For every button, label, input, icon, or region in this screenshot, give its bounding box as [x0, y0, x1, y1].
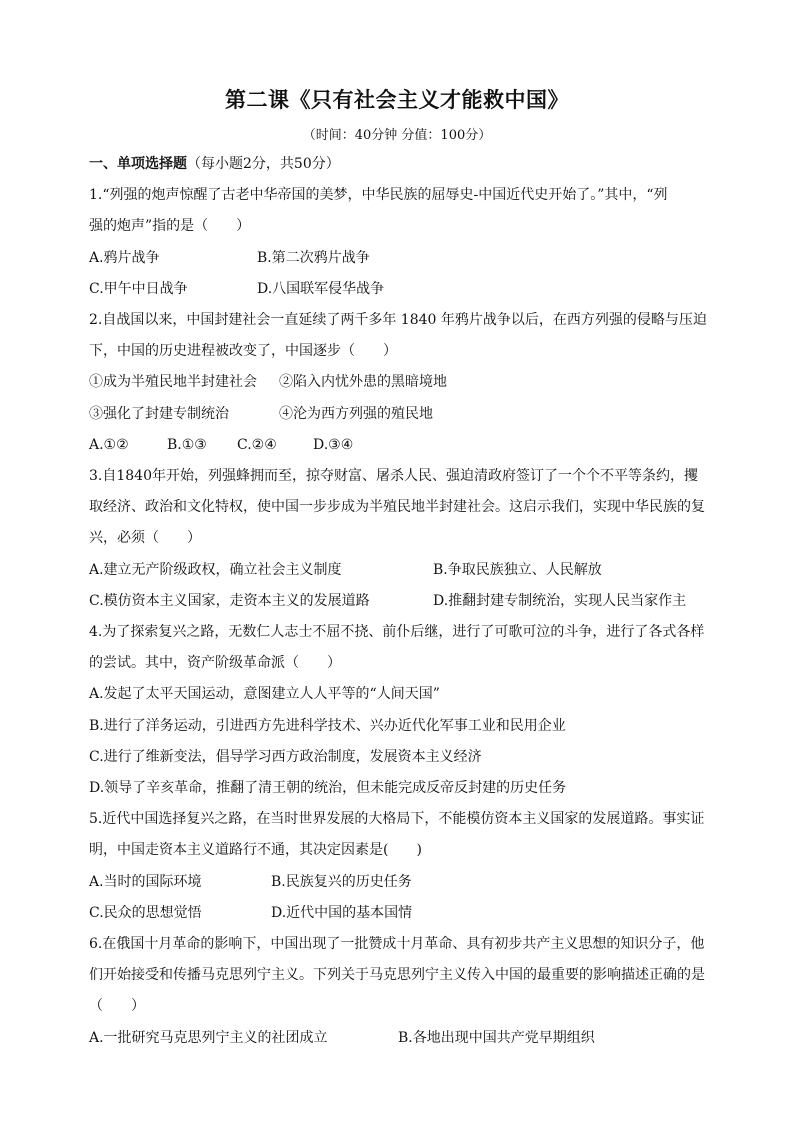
- question-2-item-3: ③强化了封建专制统治: [89, 406, 229, 422]
- question-5-stem-line-2: 明，中国走资本主义道路行不通，其决定因素是( ): [89, 842, 422, 858]
- question-1-option-d: D.八国联军侵华战争: [257, 281, 385, 297]
- question-3-option-b: B.争取民族独立、人民解放: [433, 562, 602, 578]
- question-5-option-c: C.民众的思想觉悟: [89, 905, 202, 921]
- question-1-option-c: C.甲午中日战争: [89, 281, 188, 297]
- section-heading: [89, 154, 340, 174]
- question-1-stem-line-1: 1.“列强的炮声惊醒了古老中华帝国的美梦，中华民族的屈辱史-中国近代史开始了。”其中，“列: [89, 187, 668, 203]
- question-5-option-b: B.民族复兴的历史任务: [271, 874, 412, 890]
- question-2-option-b: B.①③: [167, 437, 207, 453]
- question-6-stem-line-1: 6.在俄国十月革命的影响下，中国出现了一批赞成十月革命、具有初步共产主义思想的知识分子，他: [89, 936, 705, 952]
- question-6-option-b: B.各地出现中国共产党早期组织: [398, 1030, 595, 1046]
- question-6-stem-line-2: 们开始接受和传播马克思列宁主义。下列关于马克思列宁主义传入中国的最重要的影响描述正确的是: [89, 967, 705, 983]
- question-4-option-b: B.进行了洋务运动，引进西方先进科学技术、兴办近代化军事工业和民用企业: [89, 718, 566, 734]
- question-4-stem-line-2: 的尝试。其中，资产阶级革命派（ ）: [89, 655, 341, 671]
- question-4-option-a: A.发起了太平天国运动，意图建立人人平等的“人间天国”: [89, 686, 440, 702]
- exam-meta: （时间：40分钟 分值：100分）: [302, 128, 492, 143]
- question-4-option-c: C.进行了维新变法，倡导学习西方政治制度，发展资本主义经济: [89, 749, 482, 765]
- question-6-option-a: A.一批研究马克思列宁主义的社团成立: [89, 1030, 328, 1046]
- question-3-option-d: D.推翻封建专制统治，实现人民当家作主: [433, 593, 687, 609]
- page-title: 第二课《只有社会主义才能救中国》: [225, 88, 569, 112]
- question-2-item-1: ①成为半殖民地半封建社会: [89, 374, 257, 390]
- question-2-option-a: A.①②: [89, 437, 129, 453]
- question-2-option-c: C.②④: [237, 437, 277, 453]
- question-3-stem-line-3: 兴，必须（ ）: [89, 530, 201, 546]
- section-note: （每小题2分，共50分）: [187, 156, 340, 172]
- question-2-stem-line-2: 下，中国的历史进程被改变了，中国逐步（ ）: [89, 343, 397, 359]
- question-3-option-a: A.建立无产阶级政权，确立社会主义制度: [89, 562, 342, 578]
- question-5-stem-line-1: 5.近代中国选择复兴之路，在当时世界发展的大格局下，不能模仿资本主义国家的发展道路。事实证: [89, 811, 705, 827]
- question-2-stem-line-1: 2.自战国以来，中国封建社会一直延续了两千多年 1840 年鸦片战争以后，在西方列强的侵略与压迫: [89, 312, 707, 328]
- question-1-stem-line-2: 强的炮声”指的是（ ）: [89, 218, 251, 234]
- question-1-option-b: B.第二次鸦片战争: [257, 250, 370, 266]
- question-2-item-4: ④沦为西方列强的殖民地: [279, 406, 433, 422]
- question-3-option-c: C.模仿资本主义国家，走资本主义的发展道路: [89, 593, 370, 609]
- question-2-item-2: ②陷入内忧外患的黑暗境地: [279, 374, 447, 390]
- question-5-option-a: A.当时的国际环境: [89, 874, 202, 890]
- question-4-stem-line-1: 4.为了探索复兴之路，无数仁人志士不屈不挠、前仆后继，进行了可歌可泣的斗争，进行了各式各样: [89, 624, 705, 640]
- question-2-option-d: D.③④: [313, 437, 354, 453]
- question-3-stem-line-1: 3.自1840年开始，列强蜂拥而至，掠夺财富、屠杀人民、强迫清政府签订了一个个不平等条约，攫: [89, 468, 698, 484]
- question-3-stem-line-2: 取经济、政治和文化特权，使中国一步步成为半殖民地半封建社会。这启示我们，实现中华民族的复: [89, 499, 705, 515]
- question-4-option-d: D.领导了辛亥革命，推翻了清王朝的统治，但未能完成反帝反封建的历史任务: [89, 780, 567, 796]
- question-5-option-d: D.近代中国的基本国情: [271, 905, 413, 921]
- section-title: 一、单项选择题: [89, 156, 187, 172]
- question-6-stem-line-3: （ ）: [89, 998, 145, 1014]
- question-1-option-a: A.鸦片战争: [89, 250, 160, 266]
